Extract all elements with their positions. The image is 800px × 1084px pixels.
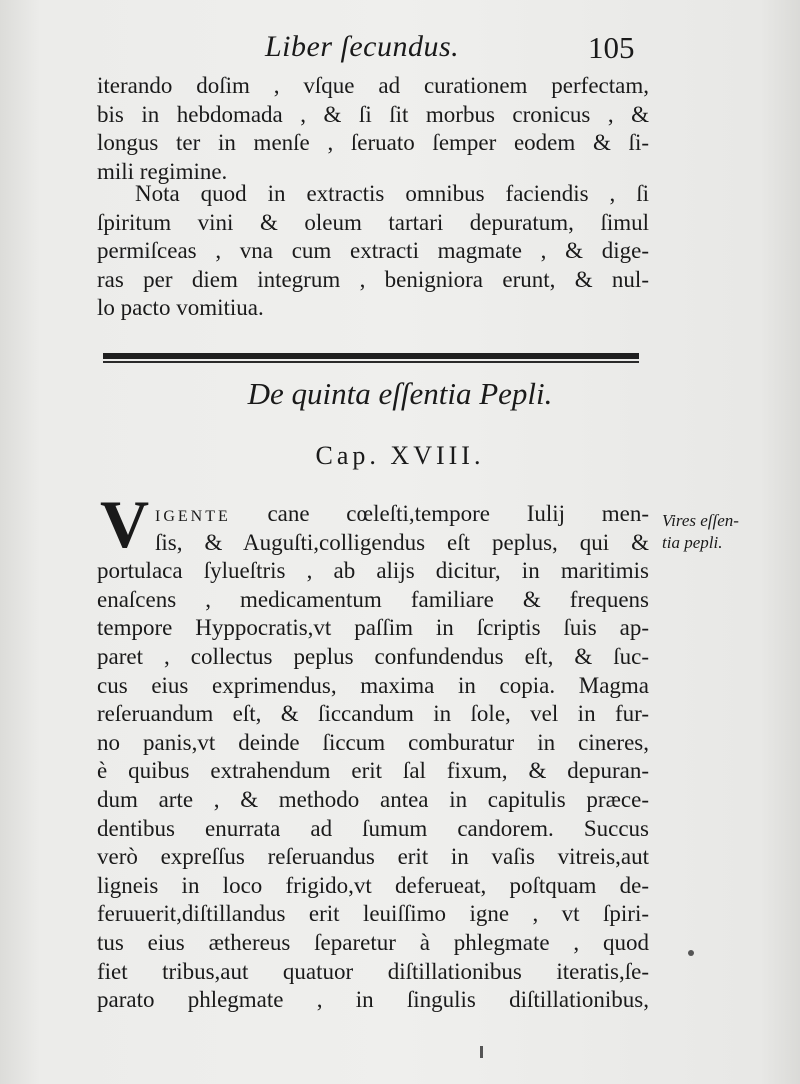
text-line: lo pacto vomitiua. xyxy=(97,295,264,321)
text-line: cane cœleſti,tempore Iulij men- xyxy=(267,501,649,526)
text-line: ſpiritum vini & oleum tartari depuratum, ſimul xyxy=(97,209,649,235)
text-line: permiſceas , vna cum extracti magmate , & dige- xyxy=(97,238,649,264)
text-line: mili regimine. xyxy=(97,158,228,184)
margin-note xyxy=(662,510,739,554)
text-line: è quibus extrahendum erit ſal fixum, & depuran- xyxy=(97,758,649,784)
body-paragraph xyxy=(97,500,649,1015)
page-header xyxy=(0,30,800,70)
text-line: cus eius exprimendus, maxima in copia. Magma xyxy=(97,672,649,698)
text-line: verò expreſſus reſeruandus erit in vaſis vitreis,aut xyxy=(97,844,649,870)
text-line: dum arte , & methodo antea in capitulis præce- xyxy=(97,786,649,812)
text-line: ſis, & Auguſti,colligendus eſt peplus, qui & xyxy=(155,529,649,555)
ink-mark xyxy=(480,1046,483,1058)
page-number: 105 xyxy=(588,30,635,65)
text-line: bis in hebdomada , & ſi ſit morbus cronicus , & xyxy=(97,101,649,127)
text-line: tus eius æthereus ſeparetur à phlegmate , quod xyxy=(97,929,649,955)
text-line: no panis,vt deinde ſiccum comburatur in cineres, xyxy=(97,729,649,755)
first-word: igente xyxy=(155,501,231,526)
divider-thin-rule xyxy=(103,361,639,363)
text-line: fiet tribus,aut quatuor diſtillationibus iteratis,ſe- xyxy=(97,958,649,984)
divider-thick-rule xyxy=(103,353,639,359)
text-line: Nota quod in extractis omnibus faciendis , ſi xyxy=(135,181,649,206)
text-line: dentibus enurrata ad ſumum candorem. Succus xyxy=(97,815,649,841)
text-line: tempore Hyppocratis,vt paſſim in ſcriptis ſuis ap- xyxy=(97,615,649,641)
text-line: longus ter in menſe , ſeruato ſemper eodem & ſi- xyxy=(97,130,649,156)
ink-speck xyxy=(688,950,694,956)
top-paragraph xyxy=(97,72,649,186)
text-line: enaſcens , medicamentum familiare & frequens xyxy=(97,586,649,612)
text-line: portulaca ſylueſtris , ab alijs dicitur, in maritimis xyxy=(97,558,649,584)
margin-note-line: Vires eſſen- xyxy=(662,511,739,530)
section-divider xyxy=(103,353,639,365)
text-line: ras per diem integrum , benigniora erunt, & nul- xyxy=(97,266,649,292)
text-line: iterando doſim , vſque ad curationem perfectam, xyxy=(97,73,649,98)
drop-cap: V xyxy=(100,486,150,562)
text-line: feruuerit,diſtillandus erit leuiſſimo igne , vt ſpiri- xyxy=(97,901,649,927)
text-line: reſeruandum eſt, & ſiccandum in ſole, vel in fur- xyxy=(97,701,649,727)
text-line-first xyxy=(97,500,649,529)
note-paragraph xyxy=(97,180,649,323)
text-line: ligneis in loco frigido,vt deferueat, poſtquam de- xyxy=(97,872,649,898)
text-line: paret , collectus peplus confundendus eſt, & ſuc- xyxy=(97,643,649,669)
text-line: parato phlegmate , in ſingulis diſtillationibus, xyxy=(97,987,649,1013)
chapter-heading: Cap. XVIII. xyxy=(315,441,485,470)
section-title: De quinta eſſentia Pepli. xyxy=(247,376,553,411)
running-title: Liber ſecundus. xyxy=(265,30,460,63)
margin-note-line: tia pepli. xyxy=(662,533,723,552)
